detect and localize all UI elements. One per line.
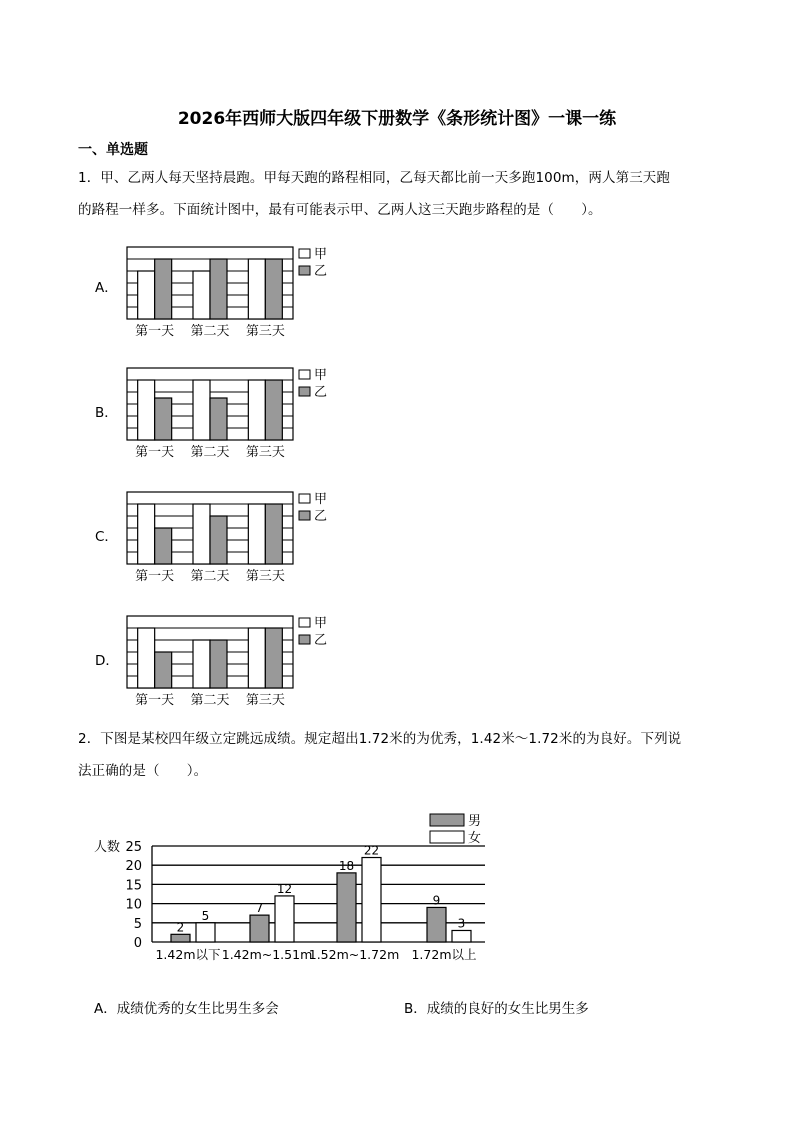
legend-label-yi: 乙 (314, 509, 328, 524)
data-label-female: 5 (201, 908, 210, 923)
day-label: 第二天 (190, 445, 230, 460)
y-tick-label: 0 (133, 936, 142, 951)
bar-yi (155, 398, 172, 440)
bar-yi (265, 259, 282, 319)
question-2-line-1: 2．下图是某校四年级立定跳远成绩。规定超出1.72米的为优秀，1.42米～1.72米的为良好。下列说 (78, 731, 682, 747)
option-b-label: B． (95, 405, 118, 421)
day-label: 第一天 (135, 324, 175, 339)
bar-female (275, 896, 294, 942)
legend-swatch-yi (299, 511, 310, 520)
data-label-male: 7 (255, 901, 264, 916)
bar-jia (193, 504, 210, 564)
bar-jia (193, 380, 210, 440)
legend-swatch-yi (299, 266, 310, 275)
day-label: 第三天 (245, 693, 285, 708)
legend-swatch-female (430, 831, 464, 843)
bar-yi (265, 504, 282, 564)
bar-yi (155, 528, 172, 564)
bar-female (362, 858, 381, 942)
legend-swatch-jia (299, 618, 310, 627)
option-b-chart (125, 366, 355, 462)
y-tick-label: 25 (125, 840, 142, 855)
bar-jia (248, 259, 265, 319)
category-label: 1.42m以下 (155, 947, 221, 962)
day-label: 第一天 (135, 569, 175, 584)
data-label-female: 12 (276, 881, 293, 896)
bar-male (337, 873, 356, 942)
bar-female (196, 923, 215, 942)
bar-jia (138, 271, 155, 319)
legend-swatch-yi (299, 387, 310, 396)
bar-male (427, 907, 446, 942)
legend-label-male: 男 (468, 814, 482, 829)
data-label-female: 3 (457, 916, 466, 931)
legend-label-jia: 甲 (314, 247, 328, 262)
legend-label-yi: 乙 (314, 633, 328, 648)
bar-yi (210, 259, 227, 319)
legend-label-jia: 甲 (314, 492, 328, 507)
bar-jia (248, 628, 265, 688)
bar-yi (265, 628, 282, 688)
bar-yi (155, 652, 172, 688)
category-label: 1.72m以上 (411, 947, 477, 962)
bar-yi (155, 259, 172, 319)
day-label: 第一天 (135, 445, 175, 460)
day-label: 第三天 (245, 569, 285, 584)
day-label: 第三天 (245, 324, 285, 339)
question-1-line-1: 1．甲、乙两人每天坚持晨跑。甲每天跑的路程相同，乙每天都比前一天多跑100m，两人第三天跑 (78, 170, 671, 186)
bar-jia (138, 628, 155, 688)
data-label-male: 2 (176, 920, 185, 935)
page-title: 2026年西师大版四年级下册数学《条形统计图》一课一练 (177, 109, 617, 129)
y-tick-label: 5 (133, 916, 142, 932)
legend-label-yi: 乙 (314, 385, 328, 400)
data-label-male: 18 (338, 858, 355, 873)
bar-jia (248, 504, 265, 564)
bar-yi (210, 516, 227, 564)
day-label: 第一天 (135, 693, 175, 708)
bar-jia (193, 271, 210, 319)
legend-swatch-jia (299, 494, 310, 503)
day-label: 第二天 (190, 569, 230, 584)
legend-label-female: 女 (468, 831, 482, 846)
data-label-male: 9 (432, 893, 441, 908)
bar-male (250, 915, 269, 942)
legend-label-jia: 甲 (314, 616, 328, 631)
section-heading: 一、单选题 (78, 142, 148, 158)
day-label: 第二天 (190, 693, 230, 708)
y-tick-label: 15 (125, 878, 142, 894)
category-label: 1.52m~1.72m (308, 947, 400, 962)
option-a-label: A． (95, 280, 118, 296)
bar-jia (138, 380, 155, 440)
bar-female (452, 930, 471, 942)
option-d-chart (125, 614, 355, 714)
option-a-chart (125, 245, 355, 345)
jump-score-chart (90, 808, 500, 968)
day-label: 第二天 (190, 324, 230, 339)
question-1-line-2: 的路程一样多。下面统计图中，最有可能表示甲、乙两人这三天跑步路程的是（ ）。 (78, 202, 602, 218)
category-label: 1.42m~1.51m (221, 947, 313, 962)
question-2-line-2: 法正确的是（ ）。 (78, 763, 208, 779)
bar-yi (265, 380, 282, 440)
y-axis-label: 人数 (94, 840, 121, 855)
answer-option-a[interactable]: A．成绩优秀的女生比男生多会 (94, 1001, 279, 1017)
legend-swatch-yi (299, 635, 310, 644)
option-c-chart (125, 490, 355, 590)
legend-swatch-male (430, 814, 464, 826)
legend-swatch-jia (299, 249, 310, 258)
answer-option-b[interactable]: B．成绩的良好的女生比男生多 (404, 1001, 589, 1017)
option-d-label: D． (95, 653, 119, 669)
data-label-female: 22 (363, 843, 380, 858)
bar-jia (138, 504, 155, 564)
day-label: 第三天 (245, 445, 285, 460)
bar-yi (210, 398, 227, 440)
bar-male (171, 934, 190, 942)
bar-jia (248, 380, 265, 440)
legend-swatch-jia (299, 370, 310, 379)
y-tick-label: 10 (125, 897, 142, 913)
option-c-label: C． (95, 529, 118, 545)
y-tick-label: 20 (125, 859, 142, 875)
legend-label-yi: 乙 (314, 264, 328, 279)
bar-jia (193, 640, 210, 688)
legend-label-jia: 甲 (314, 368, 328, 383)
bar-yi (210, 640, 227, 688)
